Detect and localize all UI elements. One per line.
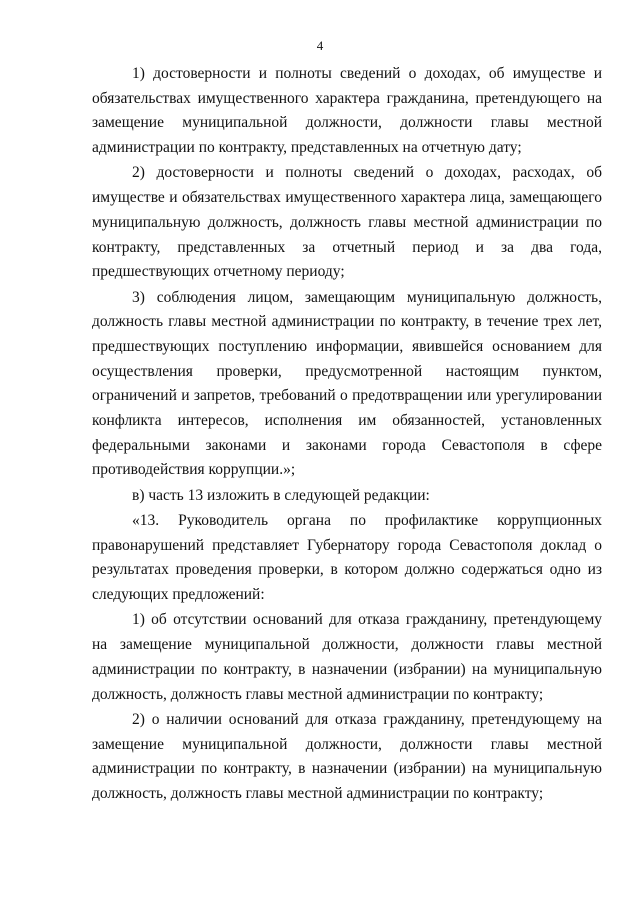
- paragraph-3: 3) соблюдения лицом, замещающим муниципальную должность, должность главы местной администрации по контракту, в течение трех лет, предшествующих поступлению информации, явившейся основанием для осуществления проверки, предусмотренной настоящим пунктом, ограничений и запретов, требований о предотвращении или урегулировании конфликта интересов, исполнения им обязанностей, установленных федеральными законами и законами города Севастополя в сфере противодействия коррупции.»;: [92, 288, 602, 479]
- paragraph-7: 2) о наличии оснований для отказа гражданину, претендующему на замещение муниципальной должности, должности главы местной администрации по контракту, в назначении (избрании) на муниципальную должность, должность главы местной администрации по контракту;: [92, 710, 602, 802]
- page-number: 4: [316, 38, 324, 53]
- paragraph-2: 2) достоверности и полноты сведений о доходах, расходах, об имуществе и обязательствах имущественного характера лица, замещающего муниципальную должность, должность главы местной администрации по контракту, представленных за отчетный период и за два года, предшествующих отчетному периоду;: [92, 164, 602, 281]
- paragraph-5: «13. Руководитель органа по профилактике коррупционных правонарушений представляет Губернатору города Севастополя доклад о результатах проведения проверки, в котором должно содержаться одно из следующих предложений:: [92, 512, 602, 604]
- paragraph-4: в) часть 13 изложить в следующей редакции:: [132, 486, 430, 504]
- paragraph-1: 1) достоверности и полноты сведений о доходах, об имуществе и обязательствах имущественного характера гражданина, претендующего на замещение муниципальной должности, должности главы местной администрации по контракту, представленных на отчетную дату;: [92, 65, 602, 157]
- paragraph-6: 1) об отсутствии оснований для отказа гражданину, претендующему на замещение муниципальной должности, должности главы местной администрации по контракту, в назначении (избрании) на муниципальную должность, должность главы местной администрации по контракту;: [92, 611, 602, 703]
- document-body: [92, 62, 602, 807]
